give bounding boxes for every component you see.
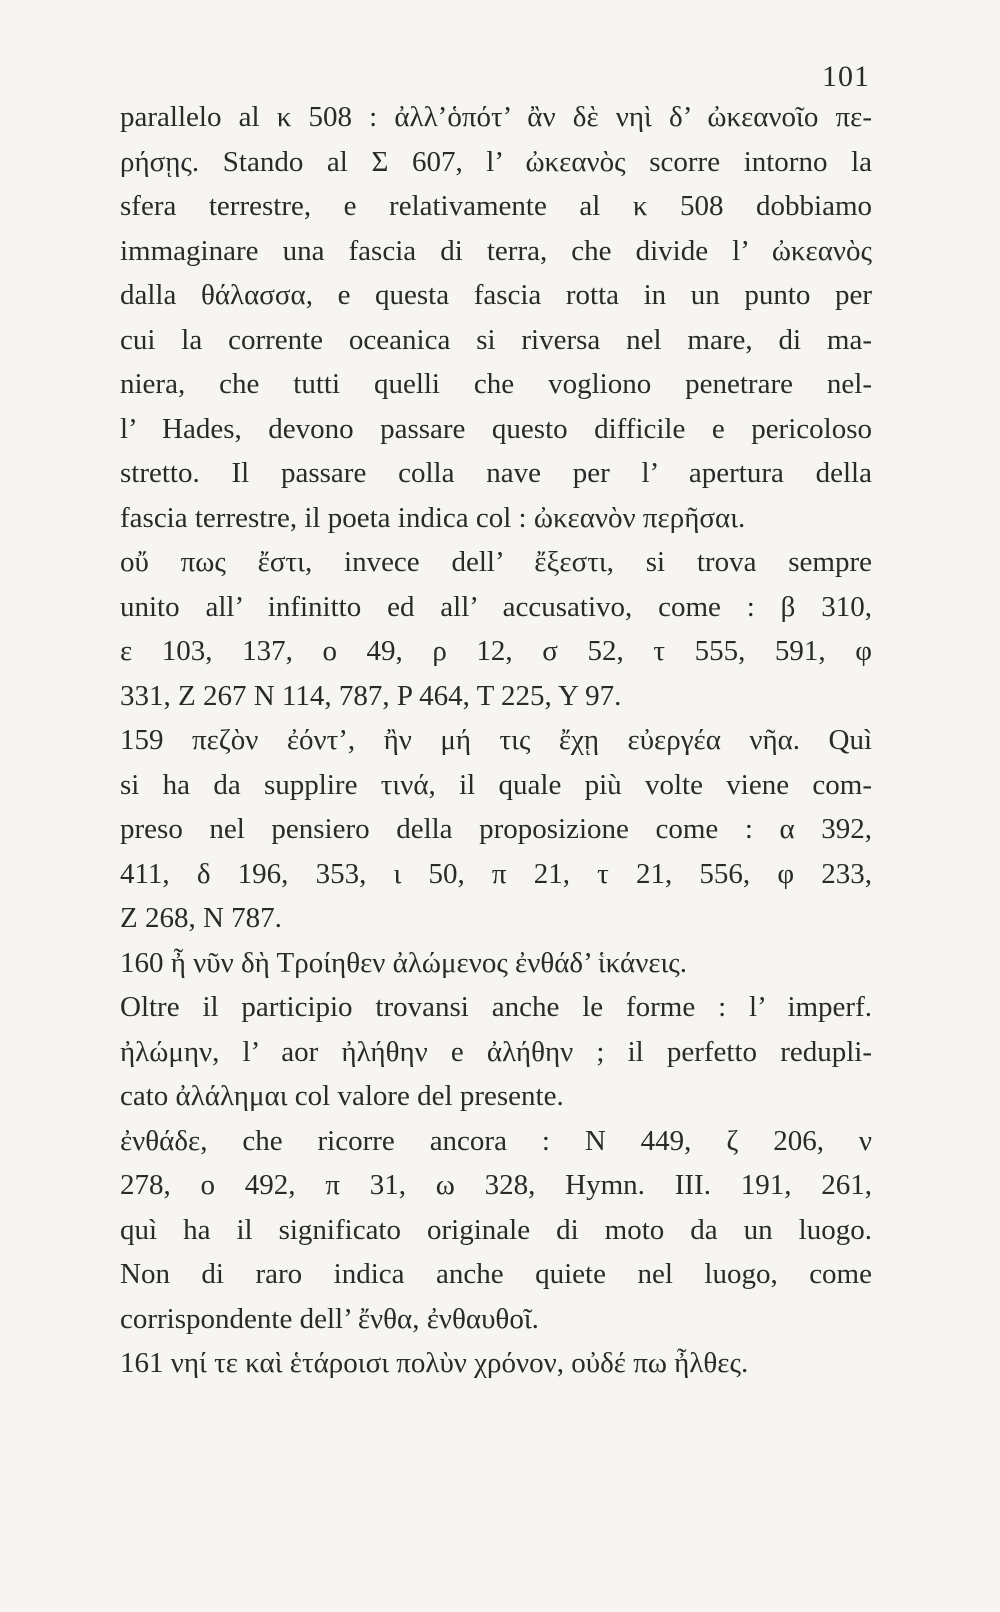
text-line: dalla θάλασσα, e questa fascia rotta in un punto per <box>120 279 872 311</box>
text-line: si ha da supplire τινά, il quale più volte viene com- <box>120 768 872 801</box>
text-line: ε 103, 137, ο 49, ρ 12, σ 52, τ 555, 591, φ <box>120 635 872 667</box>
text-line: cui la corrente oceanica si riversa nel mare, di ma- <box>120 323 872 356</box>
text-line: 161 νηί τε καὶ ἑτάροισι πολὺν χρόνον, οὐδέ πω ἦλθες. <box>120 1347 749 1379</box>
text-line: ἠλώμην, l’ aor ἠλήθην e ἀλήθην ; il perfetto redupli- <box>120 1035 872 1068</box>
text-line: 278, ο 492, π 31, ω 328, Hymn. III. 191, 261, <box>120 1169 872 1201</box>
text-line: stretto. Il passare colla nave per l’ apertura della <box>120 457 872 489</box>
text-line: parallelo al κ 508 : ἀλλ’ὁπότ’ ἂν δὲ νηὶ δ’ ὠκεανοῖο πε- <box>120 101 872 133</box>
text-line: sfera terrestre, e relativamente al κ 508 dobbiamo <box>120 190 872 222</box>
text-line: immaginare una fascia di terra, che divide l’ ὠκεανὸς <box>120 234 872 267</box>
text-line: οὔ πως ἔστι, invece dell’ ἔξεστι, si trova sempre <box>120 546 872 578</box>
text-line: Oltre il participio trovansi anche le forme : l’ imperf. <box>120 991 872 1023</box>
text-line: 160 ἦ νῦν δὴ Τροίηθεν ἀλώμενος ἐνθάδ’ ἱκάνεις. <box>120 946 688 979</box>
text-line: preso nel pensiero della proposizione come : α 392, <box>120 813 872 845</box>
text-line: corrispondente dell’ ἔνθα, ἐνθαυθοῖ. <box>120 1302 539 1335</box>
text-line: Z 268, N 787. <box>120 902 282 934</box>
text-line: 411, δ 196, 353, ι 50, π 21, τ 21, 556, φ 233, <box>120 857 872 890</box>
text-line: ρήσῃς. Stando al Σ 607, l’ ὠκεανὸς scorre intorno la <box>120 145 872 178</box>
text-line: quì ha il significato originale di moto da un luogo. <box>120 1213 872 1246</box>
text-line: niera, che tutti quelli che vogliono penetrare nel- <box>120 368 872 400</box>
text-line: fascia terrestre, il poeta indica col : ὠκεανὸν περῆσαι. <box>120 501 746 534</box>
page-number: 101 <box>822 60 870 93</box>
text-line: l’ Hades, devono passare questo difficile e pericoloso <box>120 412 872 445</box>
text-line: unito all’ infinitto ed all’ accusativo, come : β 310, <box>120 590 872 623</box>
text-line: cato ἀλάλημαι col valore del presente. <box>120 1080 564 1112</box>
text-block <box>120 95 872 1386</box>
text-line: Non di raro indica anche quiete nel luogo, come <box>120 1258 872 1290</box>
text-line: 159 πεζὸν ἐόντ’, ἢν μή τις ἔχῃ εὐεργέα νῆα. Quì <box>120 724 872 756</box>
text-line: ἐνθάδε, che ricorre ancora : N 449, ζ 206, ν <box>120 1124 872 1157</box>
text-line: 331, Z 267 N 114, 787, P 464, T 225, Y 97. <box>120 679 622 712</box>
